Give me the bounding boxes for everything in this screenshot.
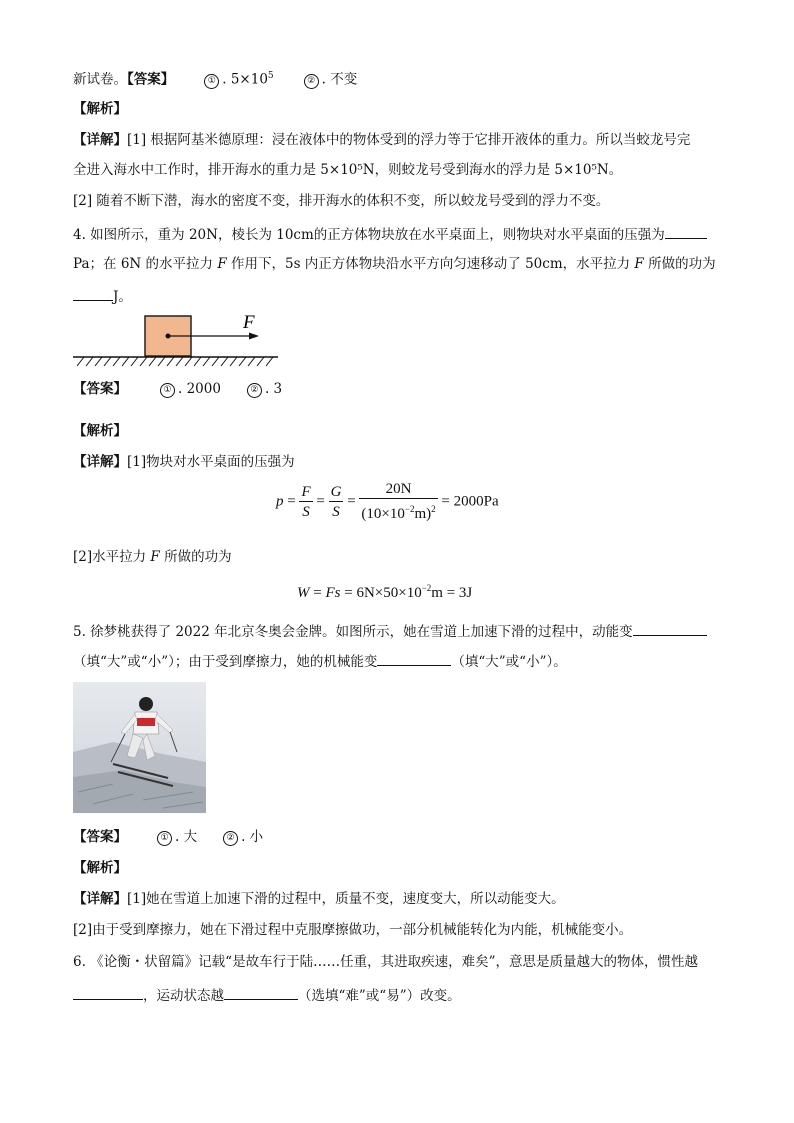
- fraction-f-over-s: [299, 483, 312, 522]
- answer-marker-1: ①: [204, 74, 219, 89]
- answer-2: . 不变: [321, 71, 358, 88]
- work-exponent: −2: [421, 583, 432, 593]
- work-rhs-a: = 6N×50×10: [344, 585, 422, 601]
- force-symbol: F: [325, 585, 335, 601]
- q5-blank-1: [633, 621, 707, 636]
- skier-photo: [73, 682, 206, 813]
- q5-text-a: （填“大”或“小”）；由于受到摩擦力，她的机械能变: [73, 654, 378, 670]
- answer-2: . 3: [264, 381, 283, 397]
- answer-marker-2: ②: [247, 383, 262, 398]
- answer-1: . 2000: [178, 381, 221, 397]
- force-symbol: F: [150, 549, 160, 565]
- q4-unit-j: J。: [113, 289, 132, 305]
- work-rhs-b: m = 3J: [431, 585, 473, 601]
- q5-answer-line: [73, 828, 263, 846]
- force-arrow-head: [249, 333, 259, 340]
- detail-label: 【详解】: [73, 132, 127, 148]
- q4-detail-text-1: [1]物块对水平桌面的压强为: [127, 454, 295, 470]
- q5-question-line-2: [73, 651, 567, 671]
- q3-detail-line-3: [2] 随着不断下潜，海水的密度不变，排开海水的体积不变，所以蛟龙号受到的浮力不变。: [73, 193, 610, 209]
- answer-label: 【答案】: [127, 71, 175, 88]
- q5-detail-line-1: [73, 890, 565, 908]
- answer-label: 【答案】: [73, 381, 127, 397]
- q4-blank-2: [73, 286, 113, 301]
- q4-text-a: Pa；在 6N 的水平拉力: [73, 256, 218, 272]
- answer-1: . 大: [175, 829, 198, 845]
- den-exponent: −2: [404, 504, 415, 514]
- q4-question-line-2: [73, 255, 716, 273]
- answer-marker-2: ②: [223, 831, 238, 846]
- den-unit: m): [414, 506, 432, 522]
- q5-blank-2: [377, 651, 451, 666]
- answer-marker-1: ①: [160, 383, 175, 398]
- q4-text-c: 所做的功为: [643, 256, 716, 272]
- fraction-g-over-s: [329, 483, 344, 522]
- q5-text-b: （填“大”或“小”）。: [451, 654, 567, 670]
- answer-1: . 5×10: [222, 71, 268, 88]
- answer-label: 【答案】: [73, 829, 127, 845]
- q5-detail-text-1: [1]她在雪道上加速下滑的过程中，质量不变，速度变大，所以动能变大。: [127, 891, 565, 907]
- q3-detail-line-2: 全进入海水中工作时，排开海水的重力是 5×10⁵N，则蛟龙号受到海水的浮力是 5×10⁵N。: [73, 162, 623, 178]
- q4-text-b: 作用下，5s 内正方体物块沿水平方向匀速移动了 50cm，水平拉力: [226, 256, 635, 272]
- den-base: (10×10: [361, 506, 405, 522]
- q3-analysis-label: 【解析】: [73, 101, 127, 117]
- q6-question-line-2: [73, 985, 461, 1005]
- numerator: 20N: [359, 480, 437, 499]
- q4-answer-line: [73, 380, 282, 398]
- q4-question-line-1: [73, 224, 707, 244]
- force-symbol: F: [634, 256, 644, 272]
- den-square: 2: [431, 504, 436, 514]
- denominator: S: [332, 503, 340, 520]
- fraction-value: [359, 480, 437, 524]
- q4-detail-line-2: [73, 548, 232, 566]
- numerator: F: [301, 483, 311, 500]
- pressure-symbol: p: [276, 493, 284, 510]
- q5-question-line-1: [73, 621, 707, 641]
- q3-detail-line-1: [73, 131, 690, 149]
- q6-text-a: ，运动状态越: [143, 988, 224, 1004]
- q3-detail-text-1: [1] 根据阿基米德原理：浸在液体中的物体受到的浮力等于它排开液体的重力。所以当蛟龙号完: [127, 132, 691, 148]
- detail-label: 【详解】: [73, 891, 127, 907]
- q6-blank-2: [224, 985, 298, 1000]
- q4-blank-1: [665, 224, 707, 239]
- q5-analysis-label: 【解析】: [73, 860, 127, 876]
- denominator: S: [302, 503, 310, 520]
- pressure-result: = 2000Pa: [441, 493, 499, 510]
- work-formula: $W = Fs = 6N\times 50\times 10^{-2}m = 3J$: [297, 583, 473, 601]
- distance-symbol: s: [334, 585, 341, 601]
- red-bib: [137, 718, 155, 726]
- force-label-f: F: [243, 312, 255, 333]
- q4-detail-text-2a: [2]水平拉力: [73, 549, 151, 565]
- q4-detail-line-1: [73, 453, 295, 471]
- q3-prefix: 新试卷。: [73, 71, 127, 88]
- pressure-formula: p = $\frac{F}{S}$ = $\frac{G}{S}$ = $\frac{20N}{(10\times 10^{-2}m)^2}$ = 2000Pa: [276, 481, 499, 522]
- q6-text-b: （选填“难”或“易”）改变。: [298, 988, 461, 1004]
- denominator: [359, 499, 437, 524]
- answer-2: . 小: [241, 829, 264, 845]
- q6-blank-1: [73, 985, 143, 1000]
- force-symbol: F: [217, 256, 227, 272]
- q4-detail-text-2b: 所做的功为: [159, 549, 232, 565]
- block-force-diagram: [73, 312, 283, 370]
- q5-detail-line-2: [2]由于受到摩擦力，她在下滑过程中克服摩擦做功，一部分机械能转化为内能，机械能变小。: [73, 922, 633, 938]
- detail-label: 【详解】: [73, 454, 127, 470]
- q3-answer-line: [73, 67, 357, 89]
- q6-question-line-1: 6. 《论衡・状留篇》记载“是故车行于陆……任重，其进取疾速，难矣”，意思是质量越大的物体，惯性越: [73, 954, 698, 970]
- work-symbol: W: [297, 585, 310, 601]
- q4-question-line-3: [73, 286, 132, 306]
- helmet: [139, 697, 153, 711]
- answer-1-exponent: 5: [267, 71, 274, 81]
- numerator: G: [330, 483, 342, 500]
- answer-marker-2: ②: [304, 74, 319, 89]
- q4-question-text: 4. 如图所示，重为 20N，棱长为 10cm的正方体物块放在水平桌面上，则物块对水平桌面的压强为: [73, 227, 665, 243]
- surface-hatching: [77, 357, 273, 366]
- answer-marker-1: ①: [157, 831, 172, 846]
- q5-question-text: 5. 徐梦桃获得了 2022 年北京冬奥会金牌。如图所示，她在雪道上加速下滑的过程中，动能变: [73, 624, 633, 640]
- q4-analysis-label: 【解析】: [73, 423, 127, 439]
